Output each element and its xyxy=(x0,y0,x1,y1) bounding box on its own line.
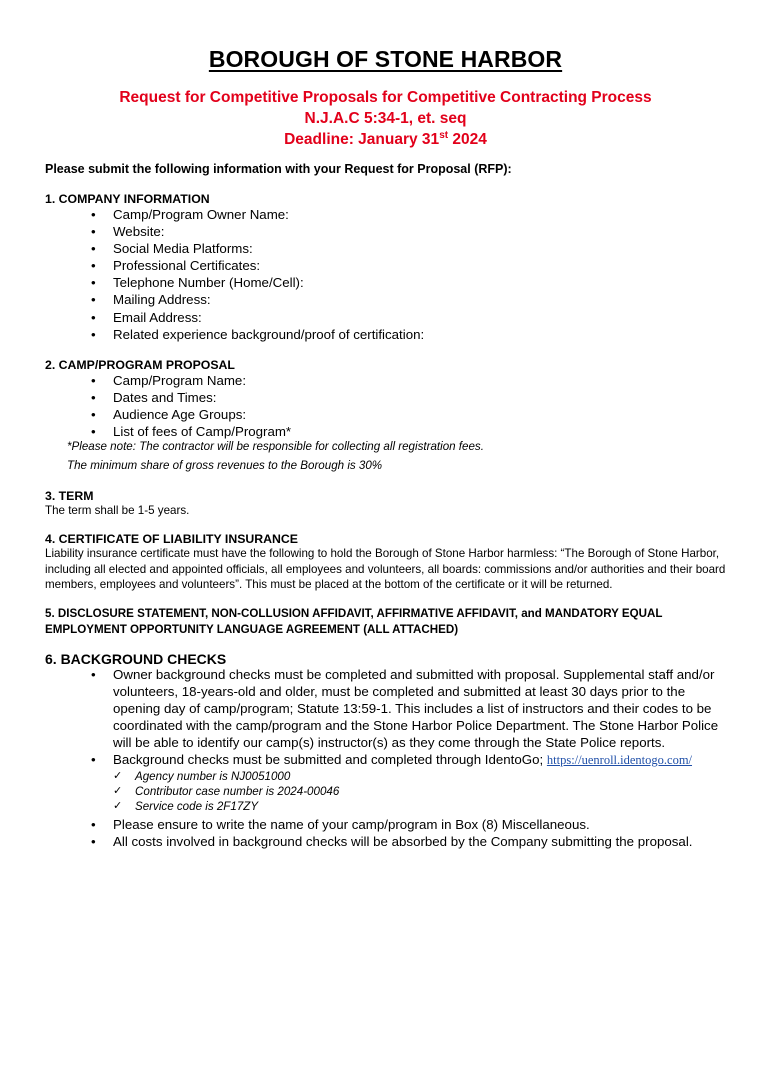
list-item: • Mailing Address: xyxy=(113,291,726,308)
list-item: • Email Address: xyxy=(113,309,726,326)
deadline xyxy=(45,129,726,150)
check-item: ✓ Agency number is NJ0051000 xyxy=(135,769,726,784)
proposal-list xyxy=(45,372,726,440)
deadline-sup: st xyxy=(439,130,449,141)
term-text: The term shall be 1-5 years. xyxy=(45,504,190,518)
insurance-text: Liability insurance certificate must have the following to hold the Borough of Stone Harbor harmless: “The Borough of Stone Harbor, including all elected and appointed officials, all employees and volunteers, all boards: commissions and/or authorities and their board members, employees and volunteers”. This must be placed at the bottom of the certificate or it will be returned. xyxy=(45,547,726,592)
intro-text: Please submit the following information with your Request for Proposal (RFP): xyxy=(45,162,512,176)
section-6-heading: 6. BACKGROUND CHECKS xyxy=(45,651,227,668)
page-title: BOROUGH OF STONE HARBOR xyxy=(208,46,563,72)
list-item: • Professional Certificates: xyxy=(113,257,726,274)
section-camp-program-proposal xyxy=(45,358,726,474)
section-5-heading: 5. DISCLOSURE STATEMENT, NON-COLLUSION AFFIDAVIT, AFFIRMATIVE AFFIDAVIT, and MANDATORY EQUAL EMPLOYMENT OPPORTUNITY LANGUAGE AGREEMENT (ALL ATTACHED) xyxy=(45,607,663,636)
list-item: • Camp/Program Name: xyxy=(113,372,726,389)
subtitle-line-1: Request for Competitive Proposals for Competitive Contracting Process xyxy=(119,89,652,106)
section-3-heading: 3. TERM xyxy=(45,489,94,504)
deadline-suffix: 2024 xyxy=(448,131,487,148)
list-item: • Social Media Platforms: xyxy=(113,240,726,257)
identogo-details-list xyxy=(45,769,726,814)
subtitle-line-2: N.J.A.C 5:34-1, et. seq xyxy=(304,110,467,127)
list-item: • Telephone Number (Home/Cell): xyxy=(113,274,726,291)
identogo-link[interactable]: https://uenroll.identogo.com/ xyxy=(546,752,693,767)
fees-note: *Please note: The contractor will be responsible for collecting all registration fees. xyxy=(67,440,484,454)
background-checks-list-continued xyxy=(45,817,726,851)
list-item: • Please ensure to write the name of your camp/program in Box (8) Miscellaneous. xyxy=(113,817,726,834)
list-item: • Related experience background/proof of certification: xyxy=(113,326,726,343)
list-item: • Website: xyxy=(113,223,726,240)
section-company-information xyxy=(45,192,726,343)
check-item: ✓ Contributor case number is 2024-00046 xyxy=(135,784,726,799)
list-item: • All costs involved in background checks will be absorbed by the Company submitting the proposal. xyxy=(113,834,726,851)
section-disclosure-statement xyxy=(45,606,726,637)
list-item: • List of fees of Camp/Program* xyxy=(113,423,726,440)
background-checks-list xyxy=(45,667,726,768)
list-item xyxy=(113,752,726,769)
section-4-heading: 4. CERTIFICATE OF LIABILITY INSURANCE xyxy=(45,532,299,547)
list-item: • Camp/Program Owner Name: xyxy=(113,206,726,223)
section-term xyxy=(45,489,726,518)
identogo-text: Background checks must be submitted and completed through IdentoGo; xyxy=(113,751,547,767)
section-2-heading: 2. CAMP/PROGRAM PROPOSAL xyxy=(45,357,235,372)
company-info-list xyxy=(45,206,726,343)
section-liability-insurance xyxy=(45,532,726,592)
check-item: ✓ Service code is 2F17ZY xyxy=(135,799,726,814)
section-background-checks xyxy=(45,651,726,850)
revenue-note: The minimum share of gross revenues to the Borough is 30% xyxy=(67,459,383,473)
list-item: • Audience Age Groups: xyxy=(113,406,726,423)
section-1-heading: 1. COMPANY INFORMATION xyxy=(45,192,210,206)
document-page xyxy=(0,46,770,1070)
list-item: • Dates and Times: xyxy=(113,389,726,406)
deadline-prefix: Deadline: January 31 xyxy=(284,131,440,148)
list-item: • Owner background checks must be completed and submitted with proposal. Supplemental staff and/or volunteers, 18-years-old and older, must be completed and submitted at least 30 days prior to the opening day of camp/program; Statute 13:59-1. This includes a list of instructors and their codes to be coordinated with the camp/program and the Stone Harbor Police Department. The Stone Harbor Police will be able to identify our camp(s) instructor(s) as they come through the State Police reports. xyxy=(113,667,726,752)
rfp-subtitle xyxy=(45,87,726,150)
